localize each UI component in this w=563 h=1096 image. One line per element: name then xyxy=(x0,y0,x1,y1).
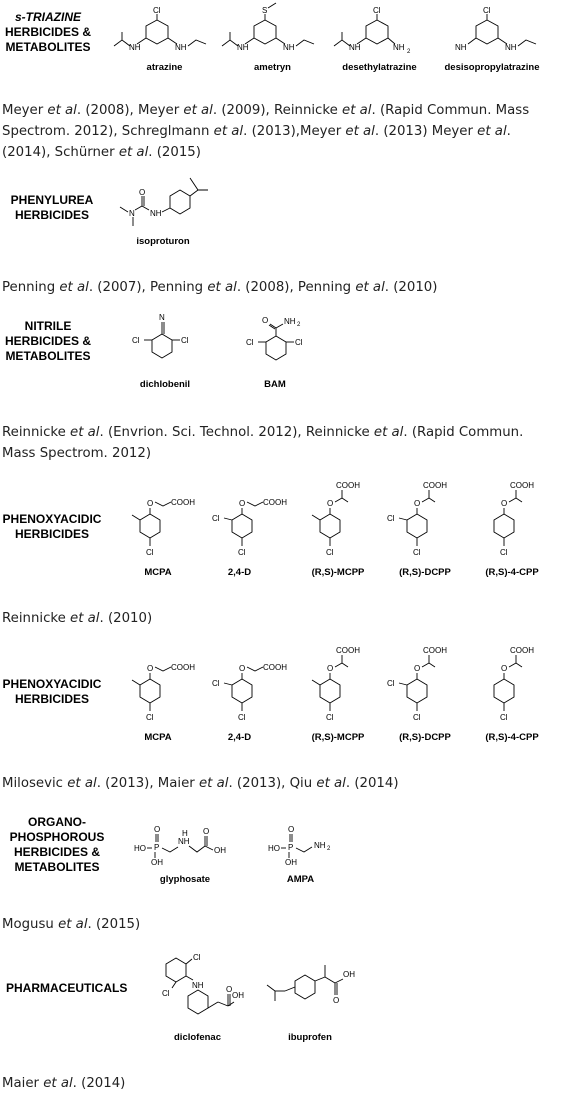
compound-name: ametryn xyxy=(254,62,291,73)
atom-nh: NH xyxy=(175,43,187,52)
atom-nh: NH xyxy=(283,43,295,52)
atom-o: O xyxy=(327,664,334,673)
atom-n: N xyxy=(159,313,165,322)
label-line: NITRILE xyxy=(24,319,72,333)
label-line: METABOLITES xyxy=(14,860,100,874)
reference-segment: Maier xyxy=(2,1076,44,1091)
label-line: PHENYLUREA xyxy=(10,193,94,207)
atom-n: N xyxy=(129,209,135,218)
atom-o: O xyxy=(154,825,161,834)
section-label-phenylurea xyxy=(4,193,100,223)
reference-segment: . (2013) Meyer xyxy=(374,124,478,139)
atom-cl: Cl xyxy=(246,338,254,347)
compound-name: atrazine xyxy=(146,62,183,73)
reference-segment: . (2014) xyxy=(345,776,399,791)
reference-text xyxy=(2,773,532,794)
atom-o: O xyxy=(333,996,340,1005)
compound-name: isoproturon xyxy=(136,236,190,247)
reference-segment: Penning xyxy=(2,280,60,295)
label-line: s-TRIAZINE xyxy=(15,10,81,24)
atom-cl: Cl xyxy=(153,6,161,15)
reference-italic: et al xyxy=(118,145,149,160)
reference-segment: . (2013), Maier xyxy=(96,776,199,791)
compound-name: MCPA xyxy=(144,567,172,578)
structure-desethylatrazine xyxy=(327,6,432,61)
atom-cl: Cl xyxy=(387,514,395,523)
reference-segment: . (Rapid Commun. Mass Spectrom. 2012), Schreglmann xyxy=(2,103,530,139)
reference-segment: . (2014) xyxy=(72,1076,126,1091)
atom-cl: Cl xyxy=(500,548,508,557)
atom-cl: Cl xyxy=(162,989,170,998)
reference-italic: et al xyxy=(47,103,77,118)
section-label-phenoxyacidic xyxy=(2,677,102,707)
reference-italic: et al xyxy=(67,776,97,791)
section-label-organophosphorous xyxy=(2,815,112,875)
atom-cl: Cl xyxy=(212,514,220,523)
reference-italic: et al xyxy=(59,280,89,295)
reference-segment: . (2015) xyxy=(87,917,141,932)
atom-sub: 2 xyxy=(297,322,301,328)
atom-o: O xyxy=(288,825,295,834)
atom-nh: NH xyxy=(192,981,204,990)
section-label-phenoxyacidic xyxy=(2,512,102,542)
label-line: PHOSPHOROUS xyxy=(9,830,105,844)
reference-italic: et al xyxy=(43,1076,73,1091)
atom-cl: Cl xyxy=(132,336,140,345)
atom-o: O xyxy=(239,664,246,673)
atom-o: O xyxy=(239,499,246,508)
compound-name: ibuprofen xyxy=(288,1032,332,1043)
structure-phenoxy-acid xyxy=(385,645,465,730)
atom-cl: Cl xyxy=(238,548,246,557)
structure-phenoxy-acid xyxy=(118,480,198,565)
reference-italic: et al xyxy=(345,124,375,139)
atom-nh: NH xyxy=(349,43,361,52)
section-label-triazine xyxy=(2,10,94,55)
compound-name: glyphosate xyxy=(159,874,211,885)
atom-cl: Cl xyxy=(326,548,334,557)
atom-nh2: NH xyxy=(284,317,296,326)
atom-cooh: COOH xyxy=(336,646,360,655)
atom-o: O xyxy=(147,499,154,508)
atom-cooh: COOH xyxy=(171,663,195,672)
reference-text xyxy=(2,1073,532,1094)
reference-italic: et al xyxy=(373,425,404,440)
structure-phenoxy-acid xyxy=(472,645,552,730)
reference-italic: et al xyxy=(355,280,385,295)
label-line: PHENOXYACIDIC xyxy=(2,677,102,691)
reference-segment: Mogusu xyxy=(2,917,59,932)
reference-segment: Reinnicke xyxy=(2,425,71,440)
structure-bam xyxy=(240,312,320,374)
label-line: METABOLITES xyxy=(5,349,91,363)
reference-italic: et al xyxy=(207,280,237,295)
reference-text xyxy=(2,277,532,298)
atom-cl: Cl xyxy=(387,679,395,688)
label-line: HERBICIDES xyxy=(14,692,89,706)
reference-italic: et al xyxy=(70,611,100,626)
reference-text xyxy=(2,100,532,163)
atom-o: O xyxy=(501,664,508,673)
atom-cooh: COOH xyxy=(510,481,534,490)
atom-nh: NH xyxy=(150,209,162,218)
atom-cl: Cl xyxy=(146,548,154,557)
atom-nh: NH xyxy=(237,43,249,52)
atom-sub: 2 xyxy=(407,49,411,55)
reference-segment: . (2013),Meyer xyxy=(243,124,346,139)
compound-name: desisopropylatrazine xyxy=(444,62,540,73)
atom-sub: 2 xyxy=(327,846,331,852)
label-line: HERBICIDES xyxy=(14,208,89,222)
atom-o: O xyxy=(414,664,421,673)
atom-oh: OH xyxy=(232,991,244,1000)
label-line: ORGANO- xyxy=(28,815,86,829)
reference-segment: . (2009), Reinnicke xyxy=(212,103,343,118)
atom-o: O xyxy=(414,499,421,508)
reference-italic: et al xyxy=(213,124,244,139)
compound-name: (R,S)-MCPP xyxy=(311,567,365,578)
atom-p: P xyxy=(154,843,160,852)
atom-cl: Cl xyxy=(238,713,246,722)
atom-oh: OH xyxy=(285,858,297,867)
label-line: HERBICIDES xyxy=(14,527,89,541)
atom-o: O xyxy=(327,499,334,508)
atom-h: H xyxy=(182,829,188,838)
compound-name: BAM xyxy=(264,379,286,390)
label-line: HERBICIDES & xyxy=(4,334,91,348)
reference-italic: et al xyxy=(58,917,88,932)
structure-isoproturon xyxy=(118,170,218,230)
label-line: METABOLITES xyxy=(5,40,91,54)
reference-segment: . (2013), Qiu xyxy=(228,776,317,791)
structure-glyphosate xyxy=(134,820,244,870)
section-label-nitrile xyxy=(2,319,94,364)
compound-name: 2,4-D xyxy=(227,732,252,743)
atom-cl: Cl xyxy=(373,6,381,15)
label-line: PHARMACEUTICALS xyxy=(6,981,128,995)
atom-nh: NH xyxy=(129,43,141,52)
atom-o: O xyxy=(147,664,154,673)
atom-cl: Cl xyxy=(181,336,189,345)
atom-o: O xyxy=(139,188,146,197)
label-line: PHENOXYACIDIC xyxy=(2,512,102,526)
compound-name: diclofenac xyxy=(174,1032,221,1043)
reference-text xyxy=(2,914,532,935)
reference-segment: Meyer xyxy=(2,103,48,118)
atom-ho: HO xyxy=(134,844,146,853)
section-label-pharmaceuticals xyxy=(6,981,141,996)
reference-italic: et al xyxy=(316,776,346,791)
atom-cooh: COOH xyxy=(510,646,534,655)
structure-phenoxy-acid xyxy=(118,645,198,730)
atom-cl: Cl xyxy=(326,713,334,722)
atom-oh: OH xyxy=(343,970,355,979)
compound-name: (R,S)-DCPP xyxy=(399,567,451,578)
reference-segment: . (2008), Penning xyxy=(236,280,356,295)
structure-phenoxy-acid xyxy=(210,480,290,565)
atom-o: O xyxy=(262,316,269,325)
atom-o: O xyxy=(203,827,210,836)
label-line: HERBICIDES & xyxy=(13,845,100,859)
reference-text xyxy=(2,608,532,629)
compound-name: MCPA xyxy=(144,732,172,743)
atom-cooh: COOH xyxy=(263,498,287,507)
atom-ho: HO xyxy=(268,844,280,853)
atom-cl: Cl xyxy=(193,953,201,962)
reference-segment: . (2008), Meyer xyxy=(76,103,184,118)
reference-italic: et al xyxy=(342,103,372,118)
reference-segment: . (2010) xyxy=(99,611,153,626)
atom-cl: Cl xyxy=(500,713,508,722)
reference-segment: . (2007), Penning xyxy=(88,280,208,295)
structure-dichlobenil xyxy=(130,312,200,374)
compound-name: (R,S)-4-CPP xyxy=(485,567,539,578)
reference-segment: . (2014), Schürner xyxy=(2,124,511,160)
atom-cl: Cl xyxy=(483,6,491,15)
atom-cl: Cl xyxy=(146,713,154,722)
structure-atrazine xyxy=(112,6,217,61)
reference-italic: et al xyxy=(199,776,229,791)
structure-ampa xyxy=(268,820,348,870)
structure-phenoxy-acid xyxy=(298,645,378,730)
structure-phenoxy-acid xyxy=(298,480,378,565)
atom-nh2: NH xyxy=(455,43,467,52)
atom-oh: OH xyxy=(151,858,163,867)
reference-segment: Milosevic xyxy=(2,776,68,791)
compound-name: AMPA xyxy=(286,874,315,885)
compound-name: desethylatrazine xyxy=(342,62,417,73)
structure-diclofenac xyxy=(148,950,248,1030)
compound-name: (R,S)-MCPP xyxy=(311,732,365,743)
reference-segment: . (2010) xyxy=(384,280,438,295)
atom-cooh: COOH xyxy=(423,481,447,490)
reference-segment: . (Rapid Commun. Mass Spectrom. 2012) xyxy=(2,425,524,461)
structure-phenoxy-acid xyxy=(385,480,465,565)
reference-italic: et al xyxy=(477,124,507,139)
reference-text xyxy=(2,422,532,464)
atom-nh2: NH xyxy=(393,43,405,52)
atom-cl: Cl xyxy=(212,679,220,688)
atom-cl: Cl xyxy=(295,338,303,347)
atom-o: O xyxy=(226,985,233,994)
compound-name: 2,4-D xyxy=(227,567,252,578)
atom-cooh: COOH xyxy=(336,481,360,490)
structure-ametryn xyxy=(220,2,325,61)
atom-o: O xyxy=(501,499,508,508)
atom-s: S xyxy=(262,6,268,15)
structure-ibuprofen xyxy=(265,955,365,1015)
atom-nh2: NH xyxy=(314,841,326,850)
reference-italic: et al xyxy=(183,103,213,118)
structure-phenoxy-acid xyxy=(210,645,290,730)
reference-segment: . (2015) xyxy=(148,145,201,160)
compound-name: (R,S)-4-CPP xyxy=(485,732,539,743)
structure-desisopropylatrazine xyxy=(440,6,545,61)
atom-cl: Cl xyxy=(413,548,421,557)
structure-phenoxy-acid xyxy=(472,480,552,565)
atom-p: P xyxy=(288,843,294,852)
atom-cl: Cl xyxy=(413,713,421,722)
compound-name: dichlobenil xyxy=(139,379,191,390)
reference-segment: . (Envrion. Sci. Technol. 2012), Reinnicke xyxy=(99,425,374,440)
atom-cooh: COOH xyxy=(423,646,447,655)
compound-name: (R,S)-DCPP xyxy=(399,732,451,743)
label-line: HERBICIDES & xyxy=(4,25,91,39)
atom-nh: NH xyxy=(178,837,190,846)
atom-nh: NH xyxy=(505,43,517,52)
atom-cooh: COOH xyxy=(263,663,287,672)
atom-oh: OH xyxy=(214,846,226,855)
atom-cooh: COOH xyxy=(171,498,195,507)
reference-segment: Reinnicke xyxy=(2,611,71,626)
reference-italic: et al xyxy=(70,425,100,440)
